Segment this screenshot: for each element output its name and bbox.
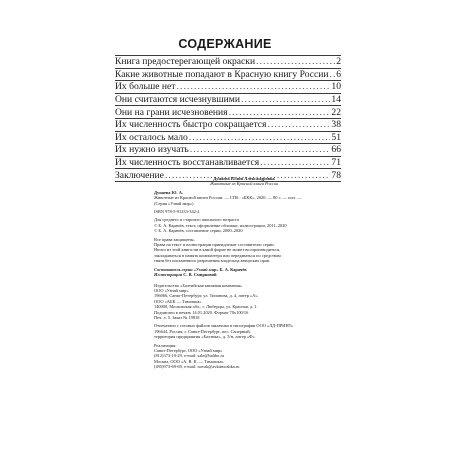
dot-leader [229, 108, 331, 118]
contents-item-page: 71 [331, 156, 341, 168]
contents-item-label: Их численность восстанавливается [115, 156, 260, 168]
contents-item-page: 22 [331, 106, 341, 118]
contents-item-label: Заключение [115, 169, 164, 181]
dot-leader [190, 145, 331, 155]
contents-item-page: 78 [331, 169, 341, 181]
contents-title: СОДЕРЖАНИЕ [178, 37, 272, 51]
rights-line: Все права защищены. [154, 236, 195, 242]
dot-leader [189, 133, 331, 143]
illustrator-name: С. В. Смирновой [183, 272, 217, 278]
printing-house-line: Отпечатано с готовых файлов заказчика в типографии ООО «ЛД-ПРИНТ» [154, 323, 294, 329]
rights-line: Ничто из этой книги ни в какой форме не может воспроизводиться, [154, 247, 281, 253]
isbn: ISBN 978-5-91233-342-2 [154, 209, 200, 215]
copyright-line: © Б. А. Карачёв, составление серии, 2000–2020 [154, 228, 243, 234]
book-title: Животные из Красной книги России [210, 181, 278, 187]
contents-item-label: Их больше нет [115, 81, 176, 93]
contents-item-page: 10 [331, 81, 341, 93]
series-name: (Серия «Узнай мир») [154, 200, 194, 206]
sales-label: Реализация: [154, 342, 177, 348]
dot-leader [267, 120, 330, 130]
contents-item-page: 66 [331, 144, 341, 156]
printing-house-line: территория предприятия «Балтика», д. 5/н, литер «Ф» [154, 334, 255, 340]
contents-item-label: Их осталось мало [115, 131, 188, 143]
contents-row [115, 157, 341, 170]
dot-leader [260, 158, 330, 168]
dot-leader [176, 82, 330, 92]
rights-line: закладываться в память компьютера или передаваться по средствам [154, 252, 281, 258]
contents-item-label: Они на грани исчезновения [115, 106, 228, 118]
contents-item-page: 6 [336, 68, 341, 80]
contents-row [115, 94, 341, 107]
contents-item-label: Их численность быстро сокращается [115, 119, 267, 131]
publisher-line: 196066, Санкт-Петербург, ул. Типанова, д. 4, литер «А». [154, 293, 259, 299]
contents-item-page: 51 [331, 131, 341, 143]
print-line: Печ. л. 5. Заказ № 19818 [154, 314, 200, 320]
contents-row [115, 144, 341, 157]
publisher-line: ООО «Узнай мир» [154, 287, 189, 293]
illustrations-label: Иллюстрации [154, 272, 183, 278]
rights-line: связи без письменного разрешения владельца авторских прав. [154, 258, 271, 264]
dot-leader [330, 70, 336, 80]
dot-leader [256, 57, 335, 67]
sales-line: (812)373-10-29, e-mail: sale@baltbo.ru [154, 353, 225, 359]
contents-row [115, 132, 341, 145]
author-short-name: Дунаева Ю. А. [154, 189, 183, 195]
publisher-line: Издательство «Балтийская книжная компания» [154, 282, 243, 288]
contents-row [115, 81, 341, 94]
sales-line: Санкт-Петербург, ООО «Узнай мир» [154, 347, 223, 353]
contents-item-label: Какие животные попадают в Красную книгу России [115, 68, 329, 80]
contents-item-label: Их нужно изучать [115, 144, 189, 156]
sales-line: (495)973-69-69, e-mail: novak@avktimoshka.ru [154, 364, 240, 370]
printing-house-line: 196644, Россия, г. Санкт-Петербург, пос. Саперный, [154, 328, 251, 334]
sales-line: Москва, ООО «А. В. К. — Тимошка» [154, 358, 224, 364]
contents-row [115, 69, 341, 82]
dot-leader [241, 95, 330, 105]
publisher-line: 140000, Московская обл., г. Люберцы, ул. Красная, д. 1. [154, 304, 258, 310]
contents-row [115, 119, 341, 132]
copyright-line: © Б. А. Карачёв, текст, оформление обложки, иллюстрации, 2011–2020 [154, 222, 287, 228]
contents-item-label: Они считаются исчезнувшими [115, 93, 240, 105]
publisher-line: ООО «АБК — Тимошка» [154, 298, 202, 304]
age-note: Для среднего и старшего школьного возраста [154, 217, 239, 223]
contents-item-label: Книга предостерегающей окраски [115, 56, 256, 68]
author-full-name: Дунаева Юлия Александровна [213, 176, 275, 181]
contents-row [115, 106, 341, 119]
compiler-name: Б. А. Карачёв [219, 266, 247, 272]
catalog-entry: Животные из Красной книги России. — СПб.: «БКК», 2020. — 80 с. — илл. — [154, 195, 302, 201]
imprint-block [154, 176, 334, 370]
print-line: Подписано в печать 14.01.2020. Формат 70х100/16 [154, 309, 249, 315]
contents-row [115, 56, 341, 69]
contents-item-page: 2 [336, 56, 341, 68]
compiler-label: Составитель серии «Узнай мир» [154, 266, 219, 272]
contents-item-page: 38 [331, 119, 341, 131]
contents-item-page: 14 [331, 93, 341, 105]
table-of-contents [115, 55, 341, 182]
rights-line: Права на текст и иллюстрации принадлежат составителю серии. [154, 242, 275, 248]
